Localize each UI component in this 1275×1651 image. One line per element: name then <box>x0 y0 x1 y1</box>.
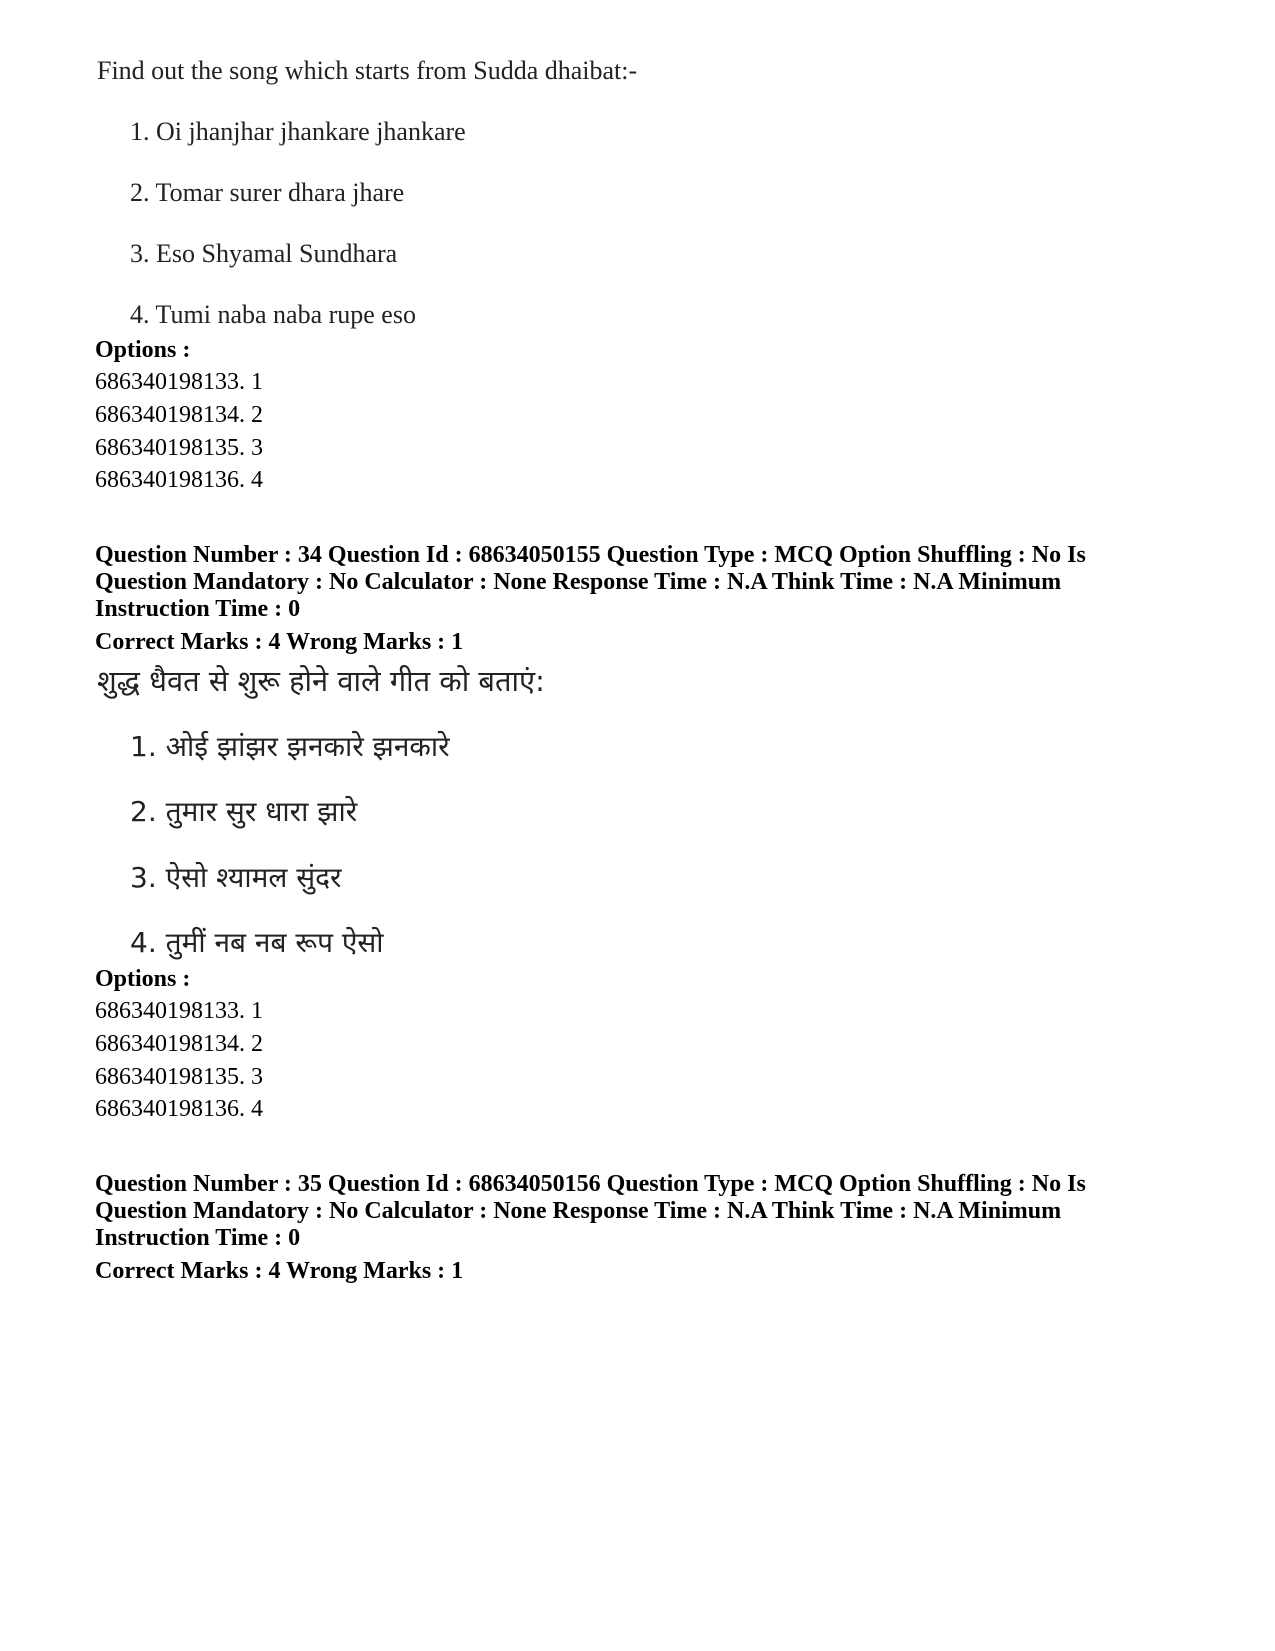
question-item-2: 2. Tomar surer dhara jhare <box>130 178 405 207</box>
question-meta-line-3: Instruction Time : 0 <box>95 1225 301 1251</box>
question-meta-line-1: Question Number : 35 Question Id : 68634050156 Question Type : MCQ Option Shuffling : No Is <box>95 1171 1086 1197</box>
question-meta-line-2: Question Mandatory : No Calculator : None Response Time : N.A Think Time : N.A Minimum <box>95 569 1062 595</box>
question-item-3: 3. Eso Shyamal Sundhara <box>130 239 398 268</box>
question-meta-line-1: Question Number : 34 Question Id : 68634050155 Question Type : MCQ Option Shuffling : No Is <box>95 542 1086 568</box>
question-marks: Correct Marks : 4 Wrong Marks : 1 <box>95 1258 464 1284</box>
option-2: 686340198134. 2 <box>95 1031 263 1057</box>
question-text-english: Find out the song which starts from Sudda dhaibat:- <box>97 56 638 85</box>
option-1: 686340198133. 1 <box>95 369 263 395</box>
options-label: Options : <box>95 337 191 363</box>
question-marks: Correct Marks : 4 Wrong Marks : 1 <box>95 629 464 655</box>
question-item-1: 1. ओई झांझर झनकारे झनकारे <box>130 730 450 763</box>
question-item-1: 1. Oi jhanjhar jhankare jhankare <box>130 117 466 146</box>
question-meta-line-2: Question Mandatory : No Calculator : None Response Time : N.A Think Time : N.A Minimum <box>95 1198 1062 1224</box>
options-label: Options : <box>95 966 191 992</box>
option-1: 686340198133. 1 <box>95 998 263 1024</box>
question-item-4: 4. तुमीं नब नब रूप ऐसो <box>130 926 384 959</box>
option-4: 686340198136. 4 <box>95 467 263 493</box>
question-meta-line-3: Instruction Time : 0 <box>95 596 301 622</box>
option-3: 686340198135. 3 <box>95 1064 263 1090</box>
question-item-2: 2. तुमार सुर धारा झारे <box>130 795 358 828</box>
option-3: 686340198135. 3 <box>95 435 263 461</box>
question-item-3: 3. ऐसो श्यामल सुंदर <box>130 861 342 894</box>
option-4: 686340198136. 4 <box>95 1096 263 1122</box>
question-item-4: 4. Tumi naba naba rupe eso <box>130 300 416 329</box>
question-text-hindi: शुद्ध धैवत से शुरू होने वाले गीत को बताएं: <box>97 664 545 698</box>
option-2: 686340198134. 2 <box>95 402 263 428</box>
